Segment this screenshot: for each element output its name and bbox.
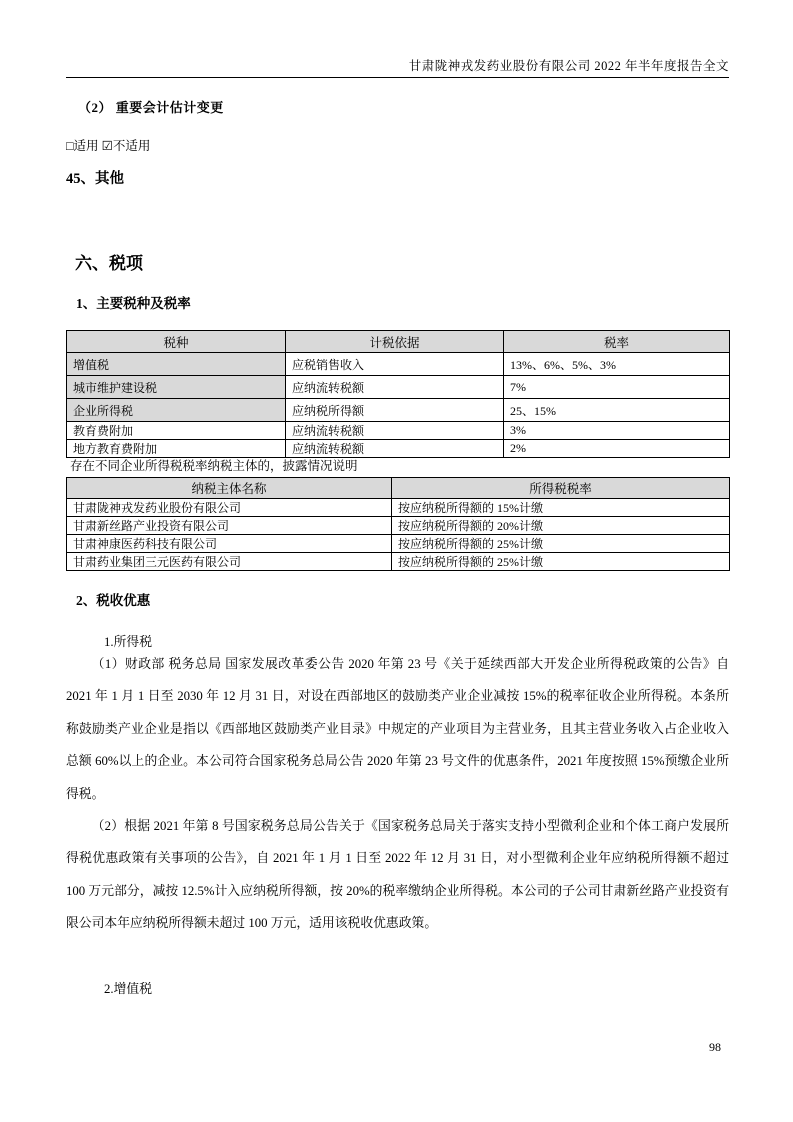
table-row (67, 535, 730, 553)
entity-name-cell: 甘肃新丝路产业投资有限公司 (67, 517, 392, 535)
table-row (67, 353, 730, 376)
tax-table-header-row (67, 331, 730, 353)
tax-rate-cell: 7% (504, 376, 730, 399)
table-row (67, 499, 730, 517)
tax-type-cell: 企业所得税 (67, 399, 286, 422)
table-row (67, 422, 730, 440)
tax-basis-cell: 应纳流转税额 (286, 376, 504, 399)
entity-rate-cell: 按应纳税所得额的 20%计缴 (392, 517, 730, 535)
taxpayer-entity-table (66, 477, 730, 571)
tax-basis-cell: 应税销售收入 (286, 353, 504, 376)
tax-type-cell: 教育费附加 (67, 422, 286, 440)
heading-main-taxes: 1、主要税种及税率 (76, 296, 191, 311)
applicability-checkboxes: □适用 ☑不适用 (66, 139, 151, 153)
heading-vat: 2.增值税 (104, 982, 152, 996)
tax-basis-cell: 应纳流转税额 (286, 440, 504, 458)
entity-table-header-row (67, 478, 730, 499)
table-row (67, 399, 730, 422)
tax-rate-cell: 3% (504, 422, 730, 440)
heading-other: 45、其他 (66, 171, 124, 187)
note-different-tax-rates: 存在不同企业所得税税率纳税主体的，披露情况说明 (70, 459, 358, 473)
tax-table-header-basis: 计税依据 (286, 331, 504, 353)
tax-table-header-type: 税种 (67, 331, 286, 353)
table-row (67, 517, 730, 535)
entity-table-header-name: 纳税主体名称 (67, 478, 392, 499)
tax-basis-cell: 应纳流转税额 (286, 422, 504, 440)
heading-income-tax: 1.所得税 (104, 635, 152, 649)
header-divider-line (66, 77, 729, 78)
tax-rate-cell: 13%、6%、5%、3% (504, 353, 730, 376)
entity-name-cell: 甘肃陇神戎发药业股份有限公司 (67, 499, 392, 517)
paragraph-western-development-policy: （1）财政部 税务总局 国家发展改革委公告 2020 年第 23 号《关于延续西部大开发企业所得税政策的公告》自 2021 年 1 月 1 日至 2030 年 12 月 31 日，对设在西部地区的鼓励类产业企业减按 15%的税率征收企业所得税。本条所称鼓励类产业企业是指以《西部地区鼓励类产业目录》中规定的产业项目为主营业务，且其主营业务收入占企业收入总额 60%以上的企业。本公司符合国家税务总局公告 2020 年第 23 号文件的优惠条件，2021 年度按照 15%预缴企业所得税。 (66, 657, 729, 801)
tax-rate-cell: 25、15% (504, 399, 730, 422)
heading-tax-section: 六、税项 (75, 254, 143, 273)
page-number: 98 (709, 1040, 721, 1054)
tax-rate-cell: 2% (504, 440, 730, 458)
table-row (67, 376, 730, 399)
heading-tax-incentives: 2、税收优惠 (76, 593, 151, 608)
heading-accounting-estimate-change: （2） 重要会计估计变更 (78, 100, 224, 115)
entity-name-cell: 甘肃药业集团三元医药有限公司 (67, 553, 392, 571)
entity-rate-cell: 按应纳税所得额的 25%计缴 (392, 535, 730, 553)
table-row (67, 553, 730, 571)
tax-type-cell: 地方教育费附加 (67, 440, 286, 458)
tax-type-cell: 增值税 (67, 353, 286, 376)
entity-rate-cell: 按应纳税所得额的 15%计缴 (392, 499, 730, 517)
tax-table-header-rate: 税率 (504, 331, 730, 353)
entity-table-header-rate: 所得税税率 (392, 478, 730, 499)
tax-basis-cell: 应纳税所得额 (286, 399, 504, 422)
entity-rate-cell: 按应纳税所得额的 25%计缴 (392, 553, 730, 571)
entity-name-cell: 甘肃神康医药科技有限公司 (67, 535, 392, 553)
document-header-title: 甘肃陇神戎发药业股份有限公司 2022 年半年度报告全文 (408, 59, 729, 73)
table-row (67, 440, 730, 458)
paragraph-small-enterprise-policy: （2）根据 2021 年第 8 号国家税务总局公告关于《国家税务总局关于落实支持小型微利企业和个体工商户发展所得税优惠政策有关事项的公告》，自 2021 年 1 月 1 日至 2022 年 12 月 31 日，对小型微利企业年应纳税所得额不超过 100 万元部分，减按 12.5%计入应纳税所得额，按 20%的税率缴纳企业所得税。本公司的子公司甘肃新丝路产业投资有限公司本年应纳税所得额未超过 100 万元，适用该税收优惠政策。 (66, 819, 729, 931)
tax-type-cell: 城市维护建设税 (67, 376, 286, 399)
tax-rate-table (66, 330, 730, 458)
